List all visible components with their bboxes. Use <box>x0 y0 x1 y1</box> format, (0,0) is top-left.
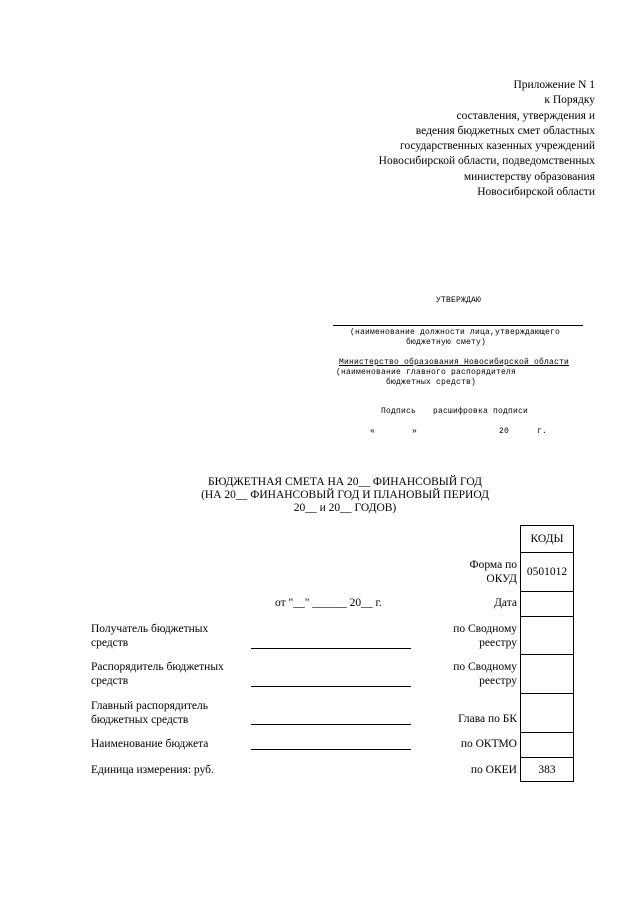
position-signature-line <box>333 325 583 326</box>
recipient-label <box>91 623 208 650</box>
appendix-block <box>295 78 595 200</box>
signature-decode-caption: расшифровка подписи <box>433 407 529 416</box>
manager-label <box>91 661 224 688</box>
quote-open: « <box>370 427 376 436</box>
recipient-blank-line[interactable] <box>251 648 411 649</box>
signature-caption: Подпись <box>381 407 417 416</box>
manager-blank-line[interactable] <box>251 686 411 687</box>
codes-header: КОДЫ <box>530 533 564 545</box>
manager-label-line: средств <box>91 674 129 687</box>
appendix-line: ведения бюджетных смет областных <box>415 124 595 137</box>
position-caption: бюджетную смету) <box>406 338 487 347</box>
appendix-line: министерству образования <box>463 170 595 183</box>
year-prefix: 20 <box>499 427 510 436</box>
position-caption: (наименование должности лица,утверждающего <box>350 328 561 337</box>
appendix-line: Новосибирской области, подведомственных <box>378 155 595 168</box>
okei-label: по ОКЕИ <box>470 764 517 776</box>
code-oktmo <box>521 732 573 757</box>
svod-reestr-label-1 <box>453 623 517 650</box>
manager-label-line: Распорядитель бюджетных <box>91 661 224 673</box>
chief-label-line: бюджетных средств <box>91 713 189 726</box>
ministry-name: Министерство образования Новосибирской области <box>339 358 570 367</box>
recipient-label-line: средств <box>91 636 129 649</box>
ministry-caption: (наименование главного распорядителя <box>336 368 517 377</box>
chief-manager-label <box>91 700 208 727</box>
document-title <box>150 476 540 515</box>
svod-label-line: реестру <box>479 636 517 649</box>
svod-reestr-label-2 <box>453 661 517 688</box>
okud-label-line: ОКУД <box>486 572 517 585</box>
budget-name-label: Наименование бюджета <box>91 738 209 750</box>
date-label: Дата <box>494 597 517 609</box>
okud-label-line: Форма по <box>469 559 517 571</box>
title-line: (НА 20__ ФИНАНСОВЫЙ ГОД И ПЛАНОВЫЙ ПЕРИОД <box>201 489 489 501</box>
svod-label-line: по Сводному <box>453 661 517 673</box>
svod-label-line: реестру <box>479 674 517 687</box>
bk-label: Глава по БК <box>458 713 517 725</box>
code-okud: 0501012 <box>521 552 573 591</box>
oktmo-label: по ОКТМО <box>460 738 517 750</box>
appendix-line: Новосибирской области <box>477 186 595 199</box>
title-line: 20__ и 20__ ГОДОВ) <box>293 502 397 514</box>
budget-name-blank-line[interactable] <box>251 749 411 750</box>
chief-manager-blank-line[interactable] <box>251 724 411 725</box>
approval-heading: УТВЕРЖДАЮ <box>436 296 482 305</box>
title-line: БЮДЖЕТНАЯ СМЕТА НА 20__ ФИНАНСОВЫЙ ГОД <box>208 476 482 488</box>
recipient-label-line: Получатель бюджетных <box>91 623 209 635</box>
unit-label: Единица измерения: руб. <box>91 764 214 776</box>
svod-label-line: по Сводному <box>453 623 517 635</box>
codes-table <box>520 525 574 782</box>
appendix-line: государственных казенных учреждений <box>400 140 595 153</box>
year-suffix: г. <box>537 427 548 436</box>
date-line: от "__" ______ 20__ г. <box>275 597 382 609</box>
code-okei: 383 <box>521 757 573 781</box>
ministry-caption: бюджетных средств) <box>386 378 477 387</box>
okud-label <box>470 559 518 586</box>
chief-label-line: Главный распорядитель <box>91 700 208 712</box>
appendix-line: составления, утверждения и <box>456 109 595 122</box>
code-svod-reestr-1 <box>521 616 573 654</box>
appendix-line: к Порядку <box>544 94 595 107</box>
code-svod-reestr-2 <box>521 654 573 693</box>
quote-close: » <box>412 427 418 436</box>
code-date <box>521 591 573 616</box>
code-bk <box>521 693 573 732</box>
appendix-line: Приложение N 1 <box>513 79 595 91</box>
